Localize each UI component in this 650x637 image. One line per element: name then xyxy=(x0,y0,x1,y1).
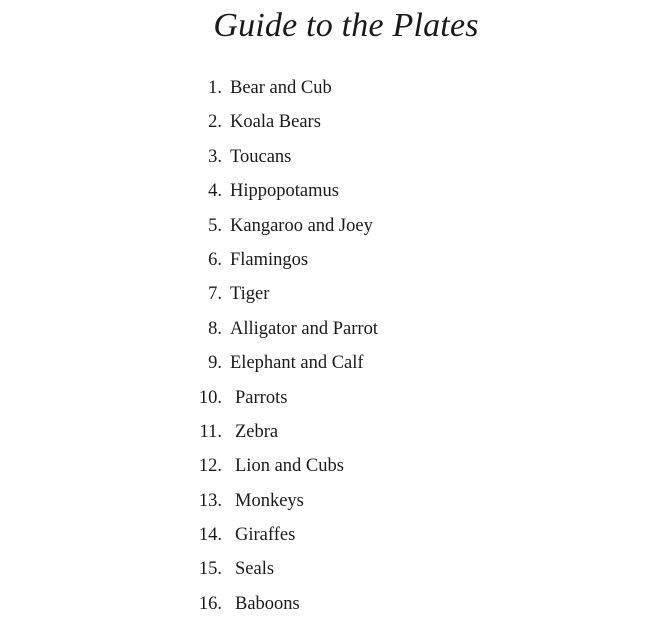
plate-name: Baboons xyxy=(235,593,300,614)
plate-name: Giraffes xyxy=(235,525,296,546)
list-item xyxy=(0,246,650,280)
list-item xyxy=(0,280,650,314)
plate-number: 3. xyxy=(208,146,222,167)
plate-name: Toucans xyxy=(230,146,292,167)
list-item xyxy=(0,418,650,452)
plate-name: Hippopotamus xyxy=(230,181,339,202)
list-item xyxy=(0,521,650,555)
plate-name: Seals xyxy=(235,559,275,580)
plate-name: Tiger xyxy=(230,284,270,305)
plate-number: 7. xyxy=(208,284,222,305)
list-item xyxy=(0,143,650,177)
plate-number: 5. xyxy=(208,215,222,236)
plate-number: 2. xyxy=(208,112,222,133)
plate-number: 8. xyxy=(208,318,222,339)
page-title: Guide to the Plates xyxy=(213,7,479,44)
list-item xyxy=(0,74,650,108)
plate-name: Parrots xyxy=(235,387,288,408)
plate-name: Alligator and Parrot xyxy=(230,318,378,339)
list-item xyxy=(0,452,650,486)
list-item xyxy=(0,487,650,521)
list-item xyxy=(0,349,650,383)
plate-name: Lion and Cubs xyxy=(235,456,344,477)
plate-name: Zebra xyxy=(235,421,279,442)
plate-number: 16. xyxy=(198,593,222,614)
plate-number: 10. xyxy=(198,387,222,408)
plate-name: Elephant and Calf xyxy=(230,353,364,374)
plate-number: 6. xyxy=(208,249,222,270)
list-item xyxy=(0,212,650,246)
list-item xyxy=(0,384,650,418)
plate-number: 12. xyxy=(198,456,222,477)
list-item xyxy=(0,590,650,624)
plate-name: Monkeys xyxy=(235,490,304,511)
plate-number: 1. xyxy=(208,78,222,98)
list-item xyxy=(0,555,650,589)
list-item xyxy=(0,315,650,349)
plate-number: 9. xyxy=(208,353,222,374)
list-item xyxy=(0,108,650,142)
list-item xyxy=(0,177,650,211)
plate-number: 11. xyxy=(199,421,222,442)
plate-name: Kangaroo and Joey xyxy=(230,215,373,236)
plate-name: Flamingos xyxy=(230,249,309,270)
plate-name: Koala Bears xyxy=(230,112,321,133)
plate-number: 14. xyxy=(198,525,222,546)
plate-number: 4. xyxy=(208,181,222,202)
plate-name: Bear and Cub xyxy=(230,78,332,98)
plate-number: 15. xyxy=(198,559,222,580)
plate-number: 13. xyxy=(198,490,222,511)
plate-list xyxy=(0,74,650,624)
